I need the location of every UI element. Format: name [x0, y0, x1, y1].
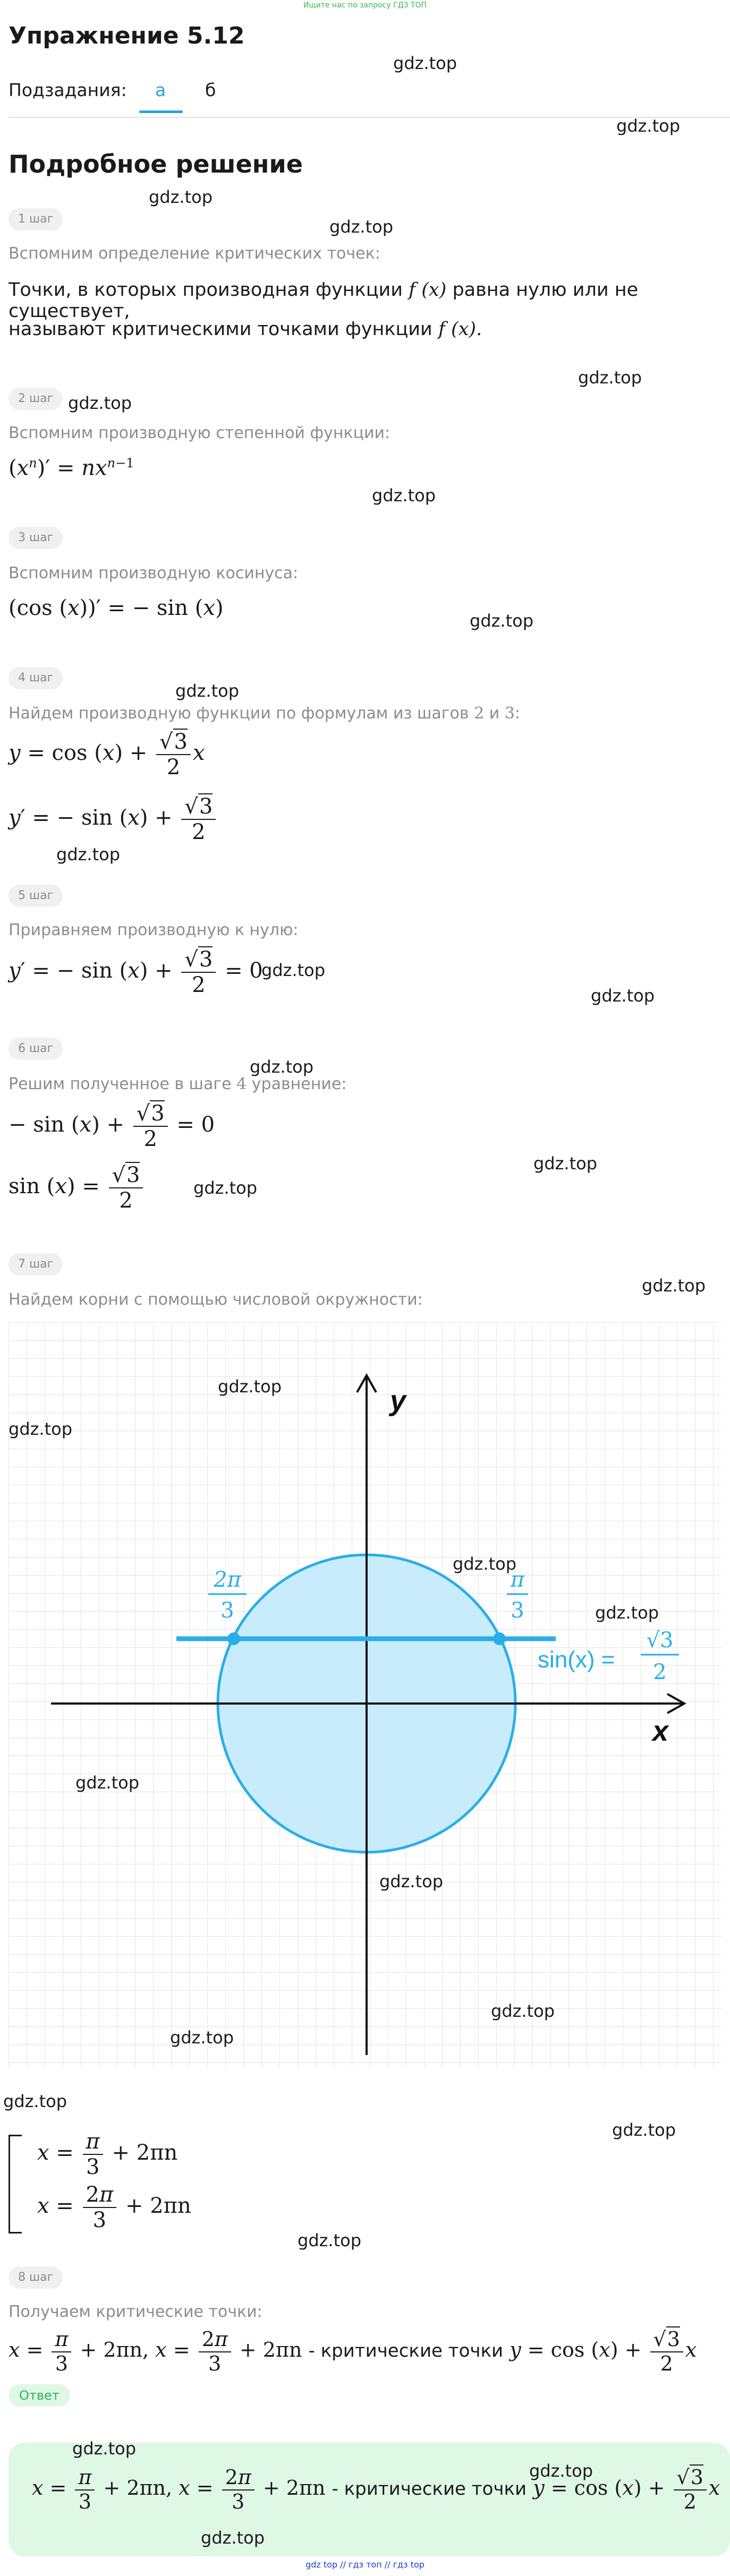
step-hint: Вспомним определение критических точек: — [9, 244, 380, 263]
watermark: gdz.top — [393, 53, 457, 73]
step-hint: Вспомним производную косинуса: — [9, 564, 299, 583]
footer-link[interactable]: gdz top // гдз топ // гдз top — [305, 2560, 425, 2570]
point-pi-3 — [493, 1632, 506, 1645]
watermark: gdz.top — [298, 2230, 362, 2250]
watermark: gdz.top — [329, 217, 394, 237]
watermark: gdz.top — [75, 1773, 140, 1793]
step-text: Точки, в которых производная функции f (x) равна нулю или не существует, — [9, 279, 639, 322]
step-badge: 7 шаг — [9, 1253, 63, 1276]
critical-points: x = $\frac{\pi}{3}$ + 2πn, x = $\frac{2\pi}{3}$ + 2πn - критические точки y = cos (x) + $\frac{√3}{2}$ x — [9, 2327, 697, 2375]
watermark: gdz.top — [591, 986, 655, 1006]
watermark: gdz.top — [3, 2091, 67, 2111]
step-text: называют критическими точками функции f (x). — [9, 319, 482, 340]
top-search-note: Ищите нас по запросу ГДЗ ТОП — [303, 1, 427, 10]
step-hint: Вспомним производную степенной функции: — [9, 424, 391, 442]
watermark: gdz.top — [578, 367, 642, 388]
tab-subtask-a[interactable]: а — [155, 80, 166, 100]
step-hint: Найдем корни с помощью числовой окружности: — [9, 1290, 423, 1309]
label-2pi-3-num: 2π — [214, 1568, 241, 1592]
watermark: gdz.top — [453, 1554, 517, 1574]
formula-derivative-zero: y′ = − sin (x) + $\frac{√3}{2}$ = 0 — [9, 947, 263, 997]
step-hint: Найдем производную функции по формулам из шагов 2 и 3: — [9, 704, 520, 723]
watermark: gdz.top — [56, 844, 121, 865]
system-bracket — [9, 2135, 22, 2233]
step-hint: Приравняем производную к нулю: — [9, 921, 299, 939]
formula-function: y = cos (x) + $\frac{√3}{2}$ x — [9, 730, 205, 780]
watermark: gdz.top — [175, 681, 240, 701]
point-2pi-3 — [227, 1632, 240, 1645]
subtasks-label: Подзадания: — [9, 80, 127, 100]
watermark: gdz.top — [470, 611, 534, 631]
y-axis-label: y — [390, 1385, 406, 1417]
watermark: gdz.top — [193, 1178, 258, 1198]
step-badge: 1 шаг — [9, 208, 63, 230]
watermark: gdz.top — [612, 2120, 676, 2140]
active-tab-indicator — [139, 110, 183, 113]
step-badge: 6 шаг — [9, 1038, 63, 1060]
watermark: gdz.top — [379, 1871, 444, 1892]
formula-power-derivative: $(x^n)' = nx^{n-1}$ — [9, 456, 134, 481]
formula-cos-derivative: (cos (x))′ = − sin (x) — [9, 596, 224, 620]
watermark: gdz.top — [9, 1419, 73, 1439]
watermark: gdz.top — [261, 960, 326, 980]
sin-equation-label: sin(x) = — [538, 1647, 615, 1673]
label-2pi-3-den: 3 — [220, 1598, 234, 1623]
x-axis-label: x — [652, 1715, 669, 1747]
watermark: gdz.top — [218, 1376, 282, 1397]
watermark: gdz.top — [491, 2001, 555, 2021]
watermark: gdz.top — [595, 1603, 659, 1623]
step-badge: 4 шаг — [9, 667, 63, 689]
watermark: gdz.top — [529, 2461, 593, 2481]
answer-badge: Ответ — [9, 2384, 70, 2407]
formula-derivative: y′ = − sin (x) + $\frac{√3}{2}$ — [9, 794, 218, 844]
root-1: x = $\frac{\pi}{3}$ + 2πn — [37, 2129, 178, 2179]
section-title: Подробное решение — [9, 150, 303, 178]
step-badge: 5 шаг — [9, 885, 63, 907]
watermark: gdz.top — [250, 1057, 314, 1077]
watermark: gdz.top — [616, 116, 681, 136]
watermark: gdz.top — [72, 2438, 137, 2459]
page-title: Упражнение 5.12 — [9, 22, 245, 49]
watermark: gdz.top — [533, 1153, 598, 1174]
label-pi-3-num: π — [510, 1568, 525, 1592]
watermark: gdz.top — [170, 2027, 234, 2048]
step-badge: 8 шаг — [9, 2266, 63, 2289]
watermark: gdz.top — [642, 1276, 706, 1296]
answer-text: x = $\frac{\pi}{3}$ + 2πn, x = $\frac{2\pi}{3}$ + 2πn - критические точки y = cos (x) + $\frac{√3}{2}$ x — [32, 2466, 720, 2513]
tab-subtask-b[interactable]: б — [205, 80, 216, 100]
step-badge: 3 шаг — [9, 527, 63, 549]
formula-sin-equation: sin (x) = $\frac{√3}{2}$ — [9, 1163, 145, 1213]
watermark: gdz.top — [372, 485, 436, 506]
step-hint: Получаем критические точки: — [9, 2303, 262, 2321]
sin-equation-den: 2 — [653, 1660, 667, 1684]
sin-equation-num: √3 — [646, 1628, 674, 1653]
root-2: x = $\frac{2\pi}{3}$ + 2πn — [37, 2183, 191, 2232]
watermark: gdz.top — [201, 2528, 265, 2548]
formula-equation: − sin (x) + $\frac{√3}{2}$ = 0 — [9, 1101, 215, 1151]
step-badge: 2 шаг — [9, 388, 63, 410]
unit-circle-graph — [9, 1322, 721, 2068]
watermark: gdz.top — [68, 393, 132, 413]
watermark: gdz.top — [149, 187, 213, 207]
label-pi-3-den: 3 — [511, 1598, 524, 1623]
step-hint: Решим полученное в шаге 4 уравнение: — [9, 1075, 347, 1093]
